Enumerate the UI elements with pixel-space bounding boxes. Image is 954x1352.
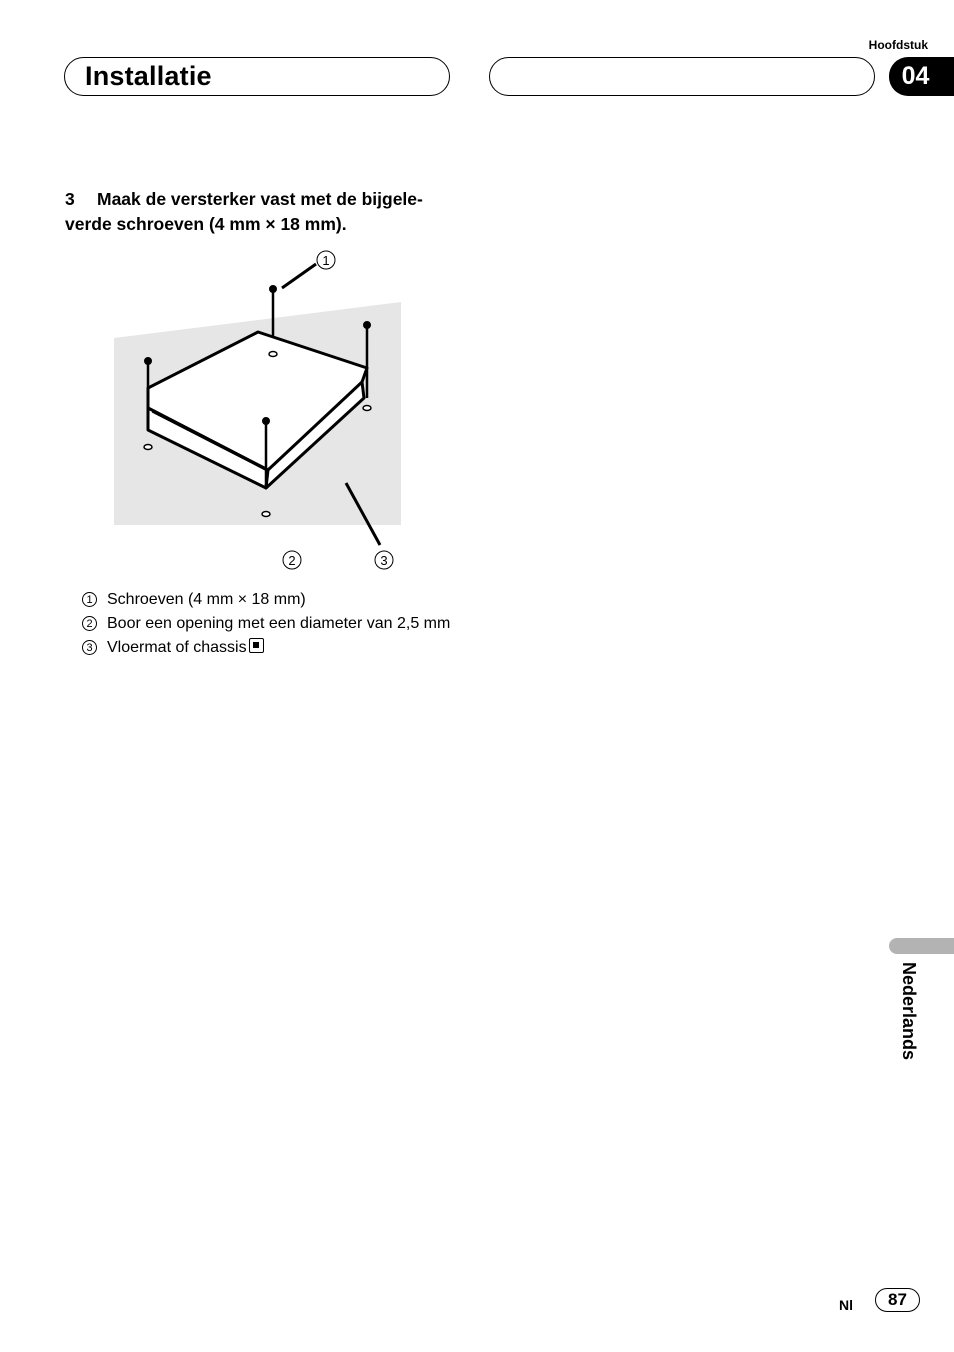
chapter-number-tab: 04 [889, 57, 954, 96]
figure-callout-1: 1 [322, 253, 330, 268]
section-title-box [64, 57, 450, 96]
empty-header-box [489, 57, 875, 96]
legend-text: Vloermat of chassis [107, 639, 247, 656]
figure-callout-3: 3 [380, 553, 388, 568]
page-number: 87 [875, 1288, 920, 1312]
chapter-label: Hoofdstuk [868, 38, 928, 52]
legend-text-wrap [107, 636, 462, 660]
figure-callout-2: 2 [288, 553, 296, 568]
language-tab [889, 938, 954, 954]
legend-number: 3 [82, 640, 97, 655]
legend-item [82, 636, 462, 660]
section-title: Installatie [85, 61, 212, 91]
section-end-icon [249, 638, 264, 653]
figure-legend [82, 588, 462, 660]
step-instruction [65, 187, 465, 237]
legend-number: 2 [82, 616, 97, 631]
legend-text: Boor een opening met een diameter van 2,5 mm [107, 615, 451, 632]
legend-item [82, 588, 462, 612]
language-code: Nl [839, 1297, 853, 1313]
language-label: Nederlands [899, 962, 919, 1061]
legend-item [82, 612, 462, 636]
step-number: 3 [65, 189, 75, 209]
legend-number: 1 [82, 592, 97, 607]
legend-text: Schroeven (4 mm × 18 mm) [107, 591, 306, 608]
amplifier-mounting-illustration [100, 240, 430, 580]
step-text: Maak de versterker vast met de bijgele-verde schroeven (4 mm × 18 mm). [65, 189, 423, 234]
